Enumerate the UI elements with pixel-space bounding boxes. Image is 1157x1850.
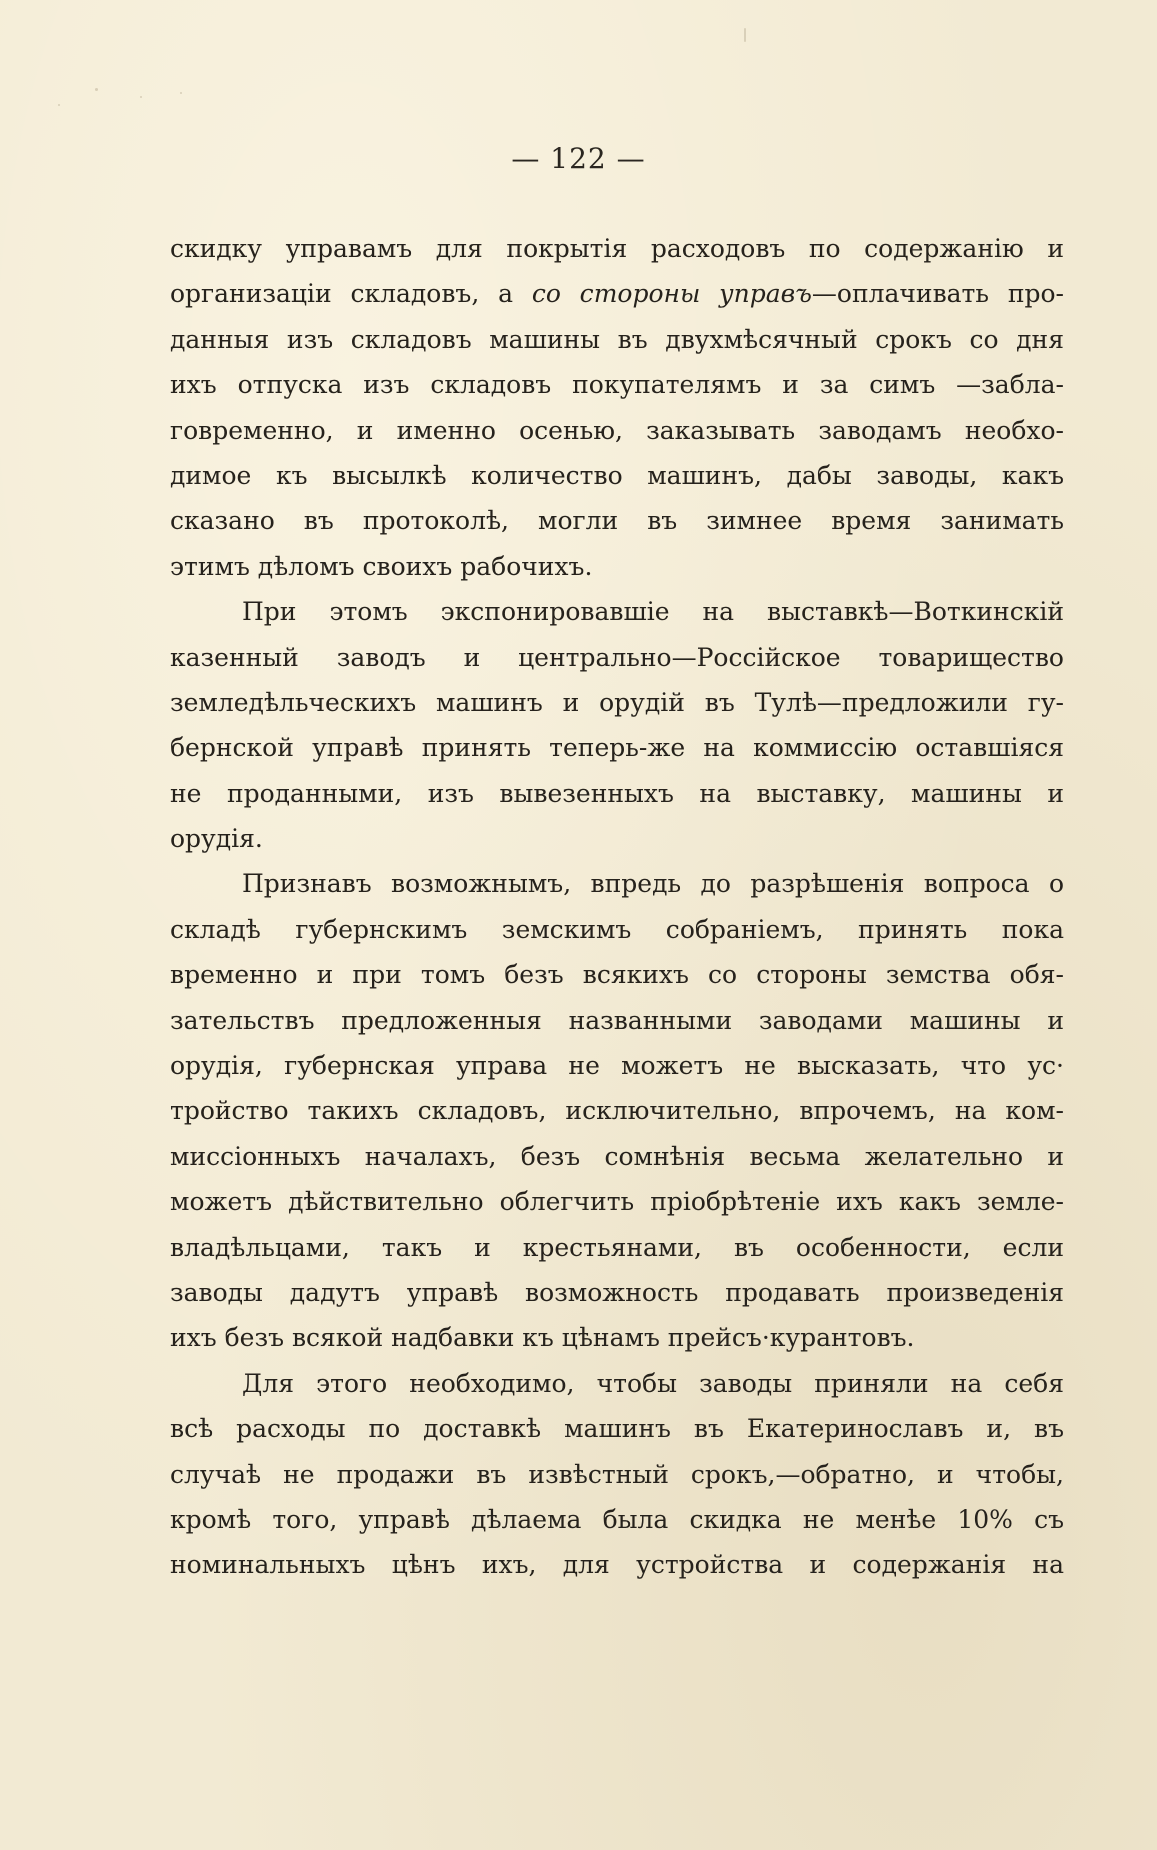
text-segment: —оплачивать про- <box>811 279 1064 309</box>
text-line: случаѣ не продажи въ извѣстный срокъ,—обратно, и чтобы, <box>170 1459 1064 1489</box>
text-line: можетъ дѣйствительно облегчить пріобрѣтеніе ихъ какъ земле- <box>170 1187 1064 1217</box>
text-line: заводы дадутъ управѣ возможность продавать произведенія <box>170 1277 1064 1307</box>
text-line: временно и при томъ безъ всякихъ со стороны земства обя- <box>170 960 1064 990</box>
text-line: Для этого необходимо, чтобы заводы приняли на себя <box>242 1368 1064 1398</box>
text-line: не проданными, изъ вывезенныхъ на выставку, машины и <box>170 778 1064 808</box>
body-text <box>170 226 1064 1588</box>
text-line: номинальныхъ цѣнъ ихъ, для устройства и содержанія на <box>170 1550 1064 1580</box>
text-line: данныя изъ складовъ машины въ двухмѣсячный срокъ со дня <box>170 324 1064 354</box>
paper-speck <box>744 28 746 42</box>
text-line: сказано въ протоколѣ, могли въ зимнее время занимать <box>170 506 1064 536</box>
text-line <box>170 271 1064 316</box>
text-line: тройство такихъ складовъ, исключительно, впрочемъ, на ком- <box>170 1096 1064 1126</box>
text-line: орудія. <box>170 824 263 854</box>
text-line: Признавъ возможнымъ, впредь до разрѣшенія вопроса о <box>242 869 1064 899</box>
paper-speck <box>180 92 182 94</box>
paper-speck <box>140 96 142 98</box>
text-segment: организаціи складовъ, а <box>170 279 532 309</box>
text-line: миссіонныхъ началахъ, безъ сомнѣнія весьма желательно и <box>170 1141 1064 1171</box>
text-line: этимъ дѣломъ своихъ рабочихъ. <box>170 551 593 581</box>
paper-speck <box>58 104 60 106</box>
text-line: говременно, и именно осенью, заказывать заводамъ необхо- <box>170 415 1064 445</box>
text-line: земледѣльческихъ машинъ и орудій въ Тулѣ—предложили гу- <box>170 687 1064 717</box>
text-line: складѣ губернскимъ земскимъ собраніемъ, принять пока <box>170 914 1064 944</box>
page-number: — 122 — <box>511 142 646 175</box>
text-line: зательствъ предложенныя названными заводами машины и <box>170 1005 1064 1035</box>
text-line: кромѣ того, управѣ дѣлаема была скидка не менѣе 10% съ <box>170 1504 1064 1534</box>
text-line: всѣ расходы по доставкѣ машинъ въ Екатеринославъ и, въ <box>170 1414 1064 1444</box>
text-line: ихъ отпуска изъ складовъ покупателямъ и за симъ —забла- <box>170 370 1064 400</box>
paper-speck <box>95 88 98 91</box>
text-line: бернской управѣ принять теперь-же на коммиссію оставшіяся <box>170 733 1064 763</box>
text-line: казенный заводъ и центрально—Россійское товарищество <box>170 642 1064 672</box>
text-line: скидку управамъ для покрытія расходовъ по содержанію и <box>170 234 1064 263</box>
text-line: владѣльцами, такъ и крестьянами, въ особенности, если <box>170 1232 1064 1262</box>
italic-phrase: со стороны управъ <box>531 279 812 309</box>
text-line: орудія, губернская управа не можетъ не высказать, что ус· <box>170 1051 1064 1081</box>
text-line: ихъ безъ всякой надбавки къ цѣнамъ прейсъ·курантовъ. <box>170 1323 915 1353</box>
text-line: При этомъ экспонировавшіе на выставкѣ—Воткинскій <box>242 597 1064 627</box>
text-line: димое къ высылкѣ количество машинъ, дабы заводы, какъ <box>170 460 1064 490</box>
